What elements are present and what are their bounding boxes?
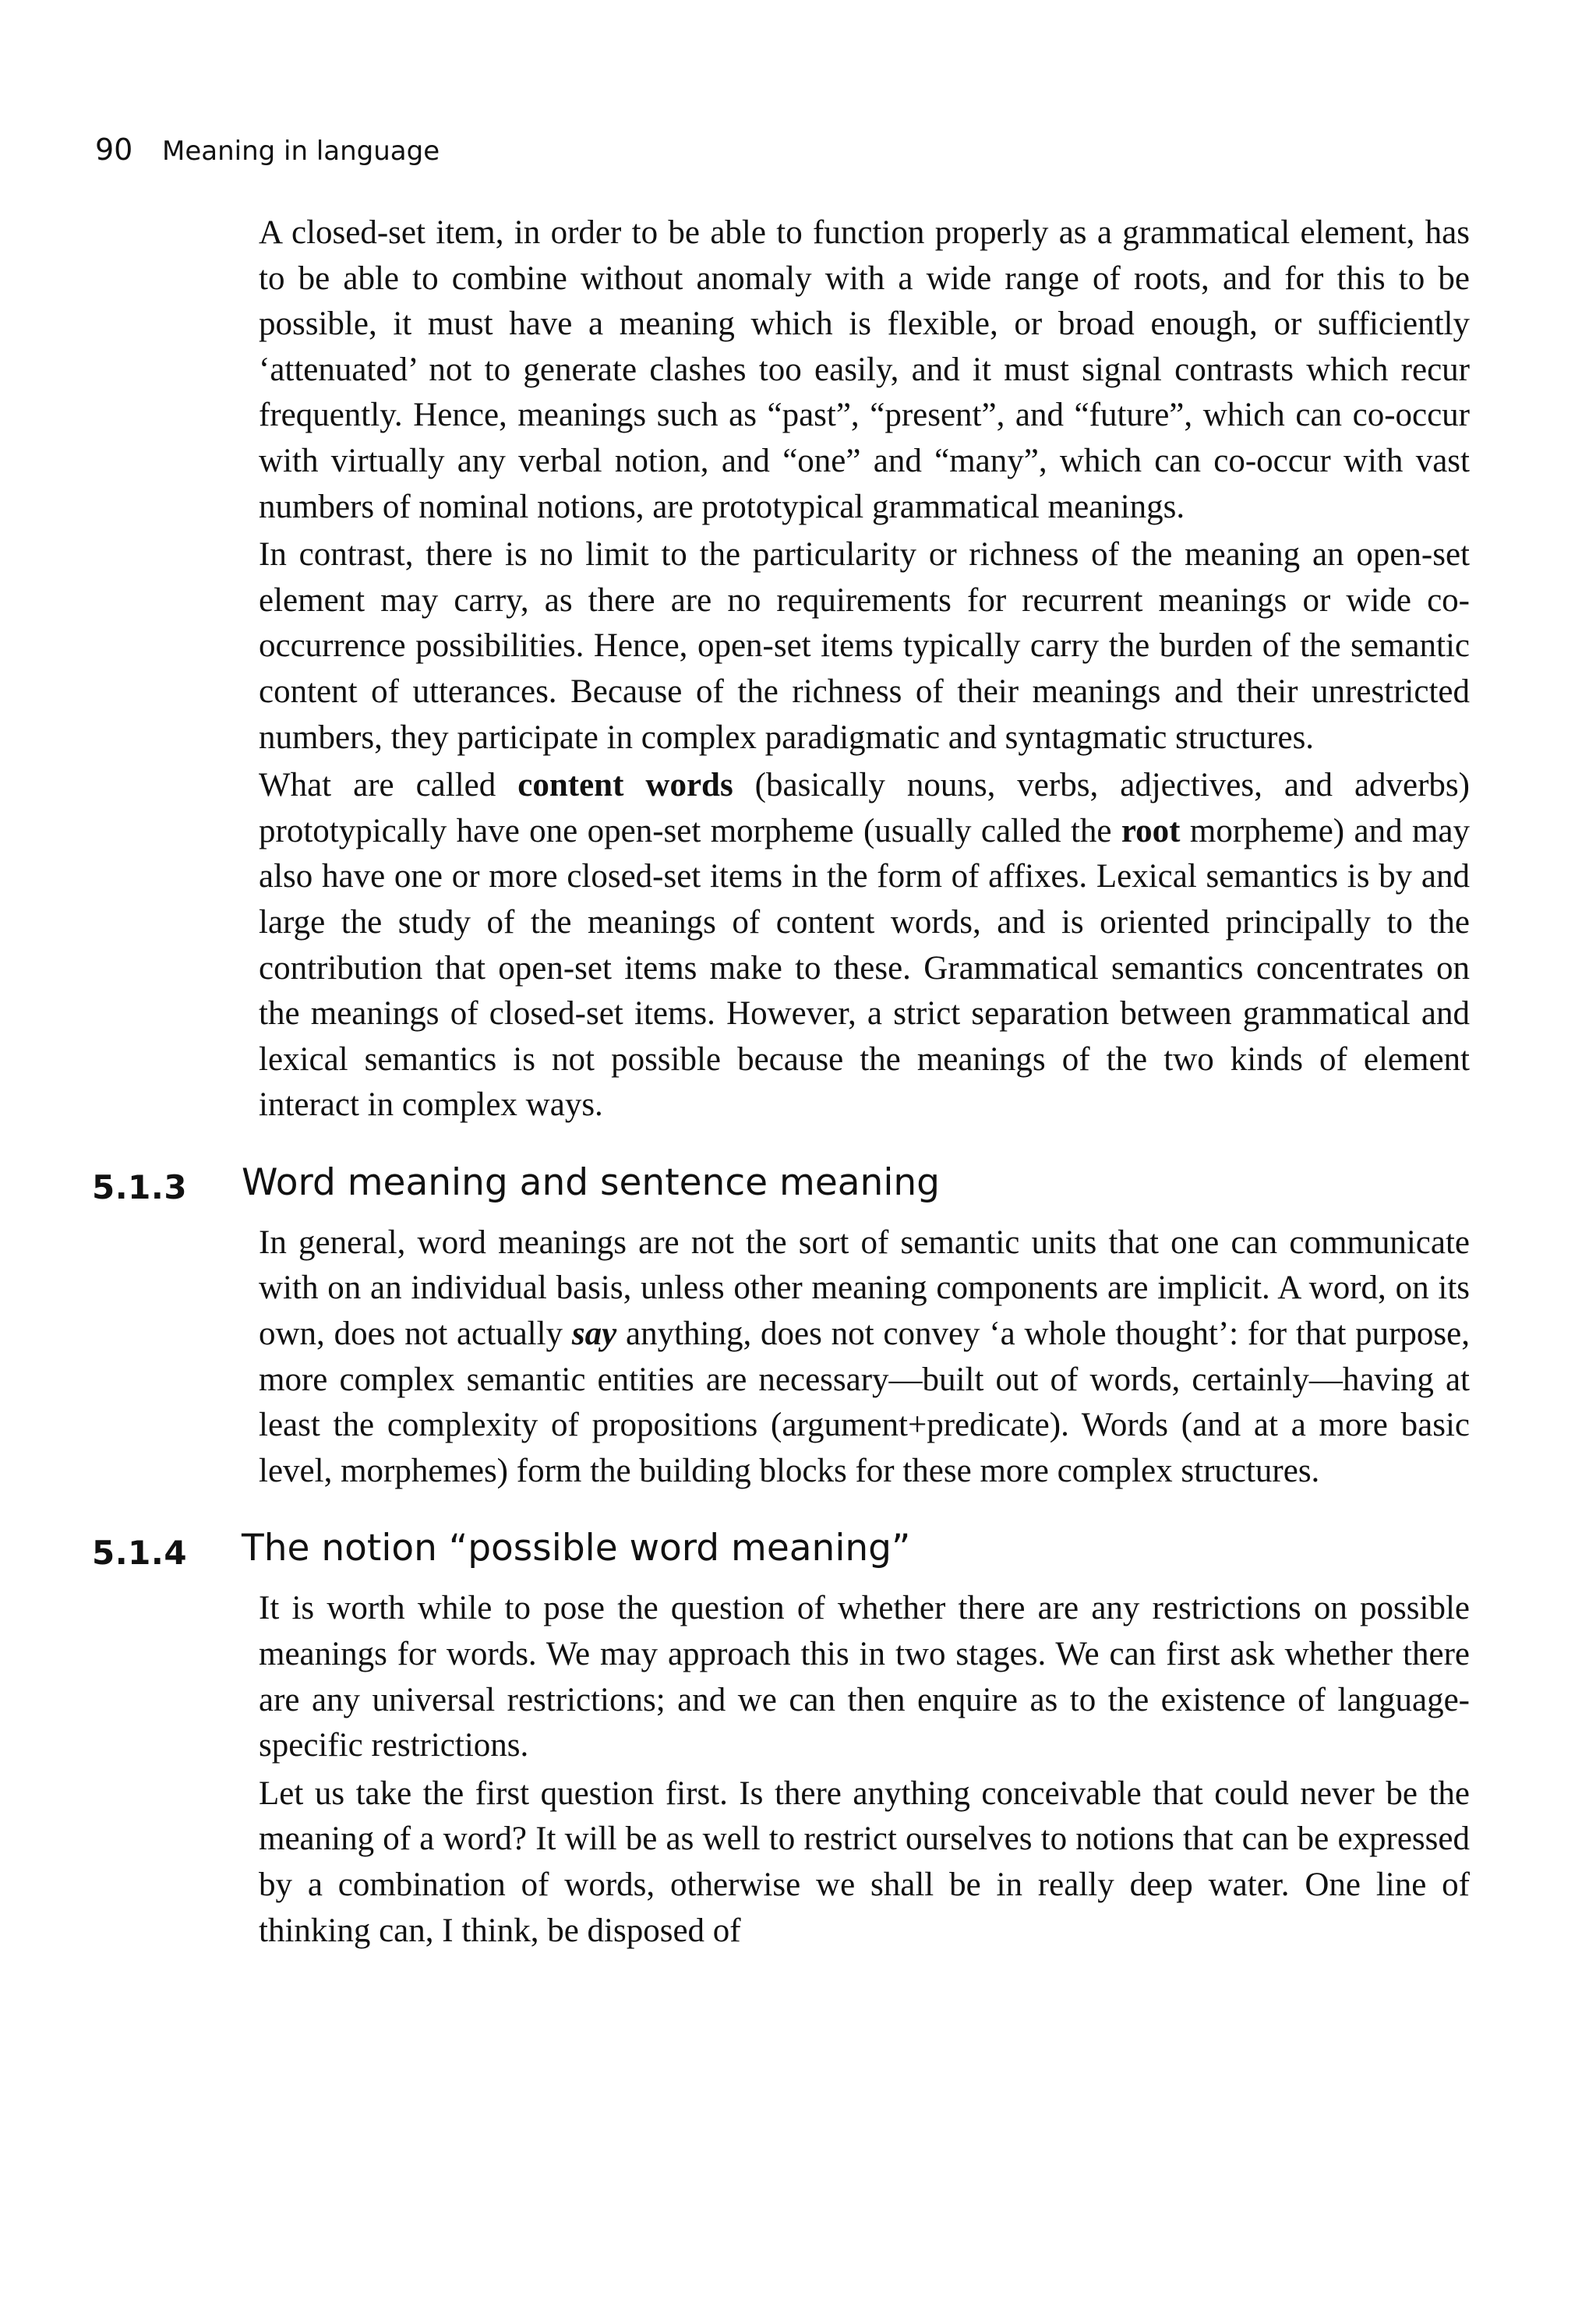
section-heading-5-1-4 — [92, 1524, 1470, 1573]
page-number: 90 — [95, 132, 133, 167]
text-run: What are called — [259, 767, 518, 804]
term-content-words: content words — [517, 767, 733, 804]
paragraph-closed-set-items: A closed-set item, in order to be able to function properly as a grammatical element, has to be able to combine without anomaly with a wide range of roots, and for this to be possible, it must have a meaning which is flexible, or broad enough, or sufficiently ‘attenuated’ not to generate clashes too easily, and it must signal contrasts which recur frequently. Hence, meanings such as “past”, “present”, and “future”, which can co-occur with virtually any verbal notion, and “one” and “many”, which can co-occur with vast numbers of nominal notions, are prototypical grammatical meanings. — [259, 214, 1470, 525]
paragraph-content-words — [259, 763, 1470, 1128]
text-run: morpheme) and may also have one or more closed-set items in the form of affixes. Lexical semantics is by and large the study of the meanings of content words, and is oriented principally to the contribution that open-set items make to these. Grammatical semantics concentrates on the meanings of closed-set items. However, a strict separation between grammatical and lexical semantics is not possible because the meanings of the two kinds of element interact in complex ways. — [259, 812, 1471, 1124]
section-number: 5.1.4 — [92, 1534, 188, 1573]
section-number: 5.1.3 — [92, 1167, 188, 1206]
body-text — [92, 210, 1471, 1954]
text-run: anything, does not convey ‘a whole thought’: for that purpose, more complex semantic entities are necessary—built out of words, certainly—having at least the complexity of propositions (argument+predicate). Words (and at a more basic level, morphemes) form the building blocks for these more complex structures. — [259, 1315, 1470, 1489]
text-run: In general, word meanings are not the sort of semantic units that one can communicate with on an individual basis, unless other meaning components are implicit. A word, on its own, does not actually — [259, 1224, 1470, 1353]
emphasis-say: say — [571, 1315, 617, 1353]
term-root: root — [1121, 812, 1181, 849]
running-head-title: Meaning in language — [162, 136, 440, 167]
section-heading-5-1-3 — [92, 1158, 1470, 1208]
section-5-1-3 — [92, 1158, 1470, 1208]
section-title: The notion “possible word meaning” — [242, 1527, 911, 1570]
paragraph-first-question: Let us take the first question first. Is there anything conceivable that could never be the meaning of a word? It will be as well to restrict ourselves to notions that can be expressed by a combination of words, otherwise we shall be in really deep water. One line of thinking can, I think, be disposed of — [259, 1775, 1470, 1949]
paragraph-open-set-items: In contrast, there is no limit to the particularity or richness of the meaning an open-set element may carry, as there are no requirements for recurrent meanings or wide co-occurrence possibilities. Hence, open-set items typically carry the burden of the semantic content of utterances. Because of the richness of their meanings and their unrestricted numbers, they participate in complex paradigmatic and syntagmatic structures. — [259, 536, 1470, 756]
paragraph-word-meanings — [259, 1220, 1470, 1495]
paragraph-possible-meanings: It is worth while to pose the question of whether there are any restrictions on possible meanings for words. We may approach this in two stages. We can first ask whether there are any universal restrictions; and we can then enquire as to the existence of language-specific restrictions. — [259, 1590, 1470, 1764]
section-title: Word meaning and sentence meaning — [242, 1160, 941, 1204]
text-run: (basically nouns, verbs, adjectives, and adverbs) prototypically have one open-set morpheme (usually called the — [259, 767, 1470, 849]
section-5-1-4 — [92, 1524, 1470, 1573]
running-head — [95, 132, 440, 168]
